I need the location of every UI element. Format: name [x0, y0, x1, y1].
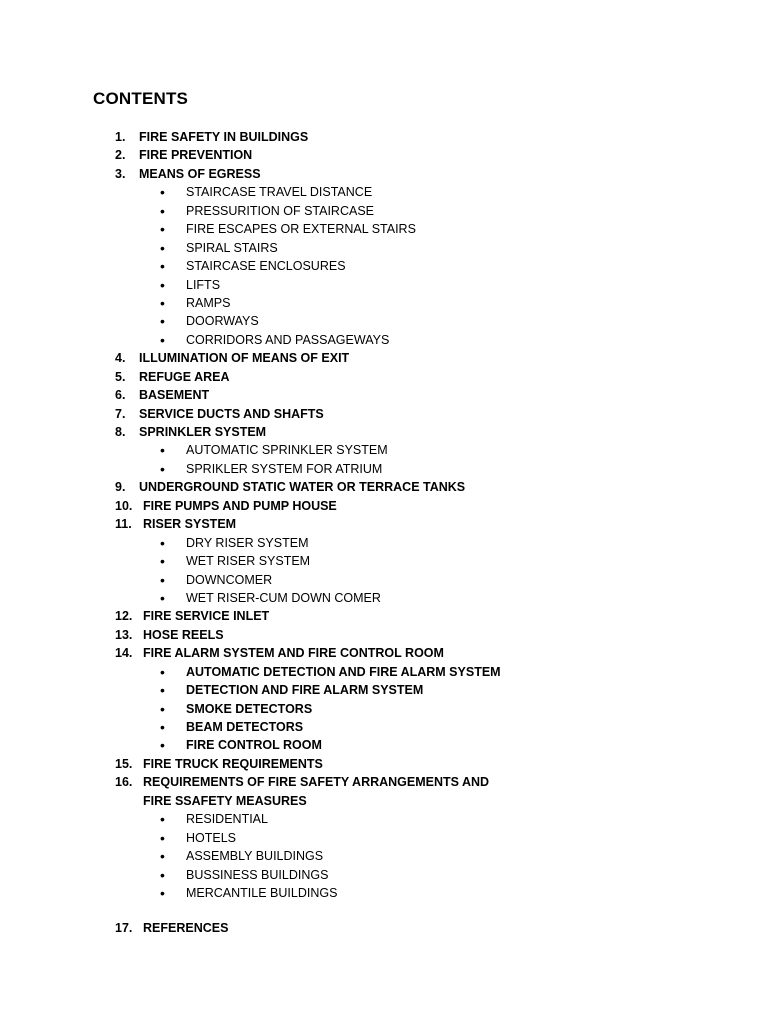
bullet-icon: • [160, 663, 165, 680]
toc-subentry-title: FIRE ESCAPES OR EXTERNAL STAIRS [186, 222, 416, 237]
bullet-icon: • [160, 258, 165, 275]
toc-entry-title: SPRINKLER SYSTEM [139, 425, 267, 439]
toc-entry-number: 4. [115, 351, 126, 366]
toc-entry [0, 405, 768, 423]
toc-entry-number: 15. [115, 756, 133, 771]
toc-entry [0, 478, 768, 496]
toc-entry [0, 919, 768, 937]
toc-entry-title: FIRE PREVENTION [139, 148, 253, 163]
toc-subentry-title: MERCANTILE BUILDINGS [186, 885, 338, 900]
toc-subentry [0, 700, 768, 718]
toc-entry-title: FIRE PUMPS AND PUMP HOUSE [143, 498, 337, 513]
bullet-icon: • [160, 571, 165, 588]
toc-subentry-title: STAIRCASE ENCLOSURES [186, 259, 346, 274]
toc-entry [0, 497, 768, 515]
toc-subentry-title: SMOKE DETECTORS [186, 701, 313, 716]
toc-subentry-title: DRY RISER SYSTEM [186, 535, 309, 550]
toc-subentry [0, 681, 768, 699]
bullet-icon: • [160, 184, 165, 201]
toc-subentry [0, 202, 768, 220]
toc-subentry [0, 829, 768, 847]
toc-subentry-title: DETECTION AND FIRE ALARM SYSTEM [186, 683, 424, 698]
toc-subentry [0, 294, 768, 312]
bullet-icon: • [160, 737, 165, 754]
toc-entry-title: MEANS OF EGRESS [139, 166, 261, 181]
toc-subentry [0, 239, 768, 257]
toc-entry [0, 368, 768, 386]
bullet-icon: • [160, 700, 165, 717]
bullet-icon: • [160, 534, 165, 551]
toc-subentry-title: HOTELS [186, 830, 237, 845]
toc-subentry-title: DOORWAYS [186, 314, 259, 329]
toc-subentry-title: ASSEMBLY BUILDINGS [186, 849, 324, 864]
toc-subentry [0, 552, 768, 570]
toc-entry-title: ILLUMINATION OF MEANS OF EXIT [139, 351, 350, 366]
toc-entry-number: 11. [115, 517, 132, 532]
toc-entry-number: 5. [115, 369, 126, 384]
toc-entry-number: 14. [115, 646, 133, 661]
bullet-icon: • [160, 313, 165, 330]
toc-subentry [0, 460, 768, 478]
bullet-icon: • [160, 866, 165, 883]
toc-subentry [0, 663, 768, 681]
toc-entry [0, 755, 768, 773]
bullet-icon: • [160, 884, 165, 901]
bullet-icon: • [160, 331, 165, 348]
toc-entry [0, 349, 768, 367]
toc-entry-title: FIRE SSAFETY MEASURES [143, 793, 307, 808]
toc-entry [0, 773, 768, 791]
toc-entry-number: 2. [115, 148, 126, 163]
toc-entry-number: 3. [115, 166, 126, 181]
toc-subentry [0, 571, 768, 589]
toc-entry-title: FIRE SERVICE INLET [143, 609, 270, 624]
toc-entry-title: REFERENCES [143, 921, 229, 936]
toc-entry [0, 607, 768, 625]
toc-entry-title: RISER SYSTEM [143, 517, 237, 532]
toc-subentry [0, 441, 768, 459]
bullet-icon: • [160, 553, 165, 570]
bullet-icon: • [160, 682, 165, 699]
toc-entry [0, 128, 768, 146]
bullet-icon: • [160, 294, 165, 311]
toc-subentry [0, 331, 768, 349]
toc-entry [0, 386, 768, 404]
toc-entry-number: 13. [115, 627, 133, 642]
table-of-contents [0, 128, 768, 938]
bullet-icon: • [160, 589, 165, 606]
toc-entry [0, 644, 768, 662]
bullet-icon: • [160, 221, 165, 238]
toc-entry-title: FIRE ALARM SYSTEM AND FIRE CONTROL ROOM [143, 646, 444, 661]
toc-entry-number: 1. [115, 130, 126, 144]
bullet-icon: • [160, 829, 165, 846]
toc-entry-title: SERVICE DUCTS AND SHAFTS [139, 406, 324, 421]
bullet-icon: • [160, 276, 165, 293]
toc-subentry-title: BUSSINESS BUILDINGS [186, 867, 329, 882]
toc-entry-number: 17. [115, 921, 133, 936]
toc-entry [0, 626, 768, 644]
toc-entry-title: FIRE SAFETY IN BUILDINGS [139, 130, 309, 144]
toc-entry-title: UNDERGROUND STATIC WATER OR TERRACE TANKS [139, 480, 466, 495]
toc-subentry-title: PRESSURITION OF STAIRCASE [186, 203, 374, 218]
toc-subentry-title: SPRIKLER SYSTEM FOR ATRIUM [186, 461, 383, 476]
toc-entry [0, 165, 768, 183]
bullet-icon: • [160, 719, 165, 735]
toc-subentry [0, 847, 768, 865]
toc-entry-title: REQUIREMENTS OF FIRE SAFETY ARRANGEMENTS AND [143, 775, 490, 790]
toc-subentry [0, 220, 768, 238]
toc-subentry [0, 866, 768, 884]
toc-subentry [0, 736, 768, 754]
section-spacer [0, 902, 768, 919]
toc-entry-title: BASEMENT [139, 388, 210, 403]
bullet-icon: • [160, 202, 165, 219]
toc-subentry [0, 718, 768, 736]
toc-subentry [0, 810, 768, 828]
toc-subentry-title: FIRE CONTROL ROOM [186, 738, 322, 753]
toc-subentry-title: WET RISER-CUM DOWN COMER [186, 590, 381, 605]
toc-subentry-title: SPIRAL STAIRS [186, 240, 278, 255]
page-title: CONTENTS [93, 89, 189, 108]
toc-entry-number: 12. [115, 609, 133, 624]
toc-subentry [0, 257, 768, 275]
toc-entry [0, 515, 768, 533]
toc-subentry-title: AUTOMATIC DETECTION AND FIRE ALARM SYSTEM [186, 664, 501, 679]
toc-entry-number: 8. [115, 425, 126, 439]
toc-subentry [0, 589, 768, 607]
toc-entry-number: 7. [115, 406, 126, 421]
toc-subentry [0, 534, 768, 552]
bullet-icon: • [160, 239, 165, 256]
toc-subentry-title: AUTOMATIC SPRINKLER SYSTEM [186, 443, 388, 458]
toc-subentry-title: STAIRCASE TRAVEL DISTANCE [186, 185, 373, 200]
toc-entry-number: 9. [115, 480, 126, 495]
bullet-icon: • [160, 460, 165, 477]
bullet-icon: • [160, 811, 165, 828]
bullet-icon: • [160, 442, 165, 459]
toc-entry-title: FIRE TRUCK REQUIREMENTS [143, 756, 323, 771]
toc-subentry [0, 884, 768, 902]
toc-subentry-title: CORRIDORS AND PASSAGEWAYS [186, 332, 390, 347]
toc-subentry-title: RESIDENTIAL [186, 812, 268, 827]
toc-entry-number: 16. [115, 775, 133, 790]
toc-entry-number: 6. [115, 388, 126, 403]
toc-subentry-title: BEAM DETECTORS [186, 720, 304, 734]
toc-entry [0, 146, 768, 164]
toc-subentry-title: WET RISER SYSTEM [186, 554, 311, 569]
toc-entry-title: REFUGE AREA [139, 369, 230, 384]
toc-subentry [0, 276, 768, 294]
toc-entry-title: HOSE REELS [143, 627, 224, 642]
toc-entry-continuation [0, 792, 768, 810]
toc-subentry [0, 183, 768, 201]
toc-subentry-title: RAMPS [186, 295, 231, 310]
toc-subentry [0, 312, 768, 330]
bullet-icon: • [160, 848, 165, 865]
toc-entry-number: 10. [115, 498, 133, 513]
toc-entry [0, 423, 768, 441]
toc-subentry-title: LIFTS [186, 277, 221, 292]
toc-subentry-title: DOWNCOMER [186, 572, 273, 587]
